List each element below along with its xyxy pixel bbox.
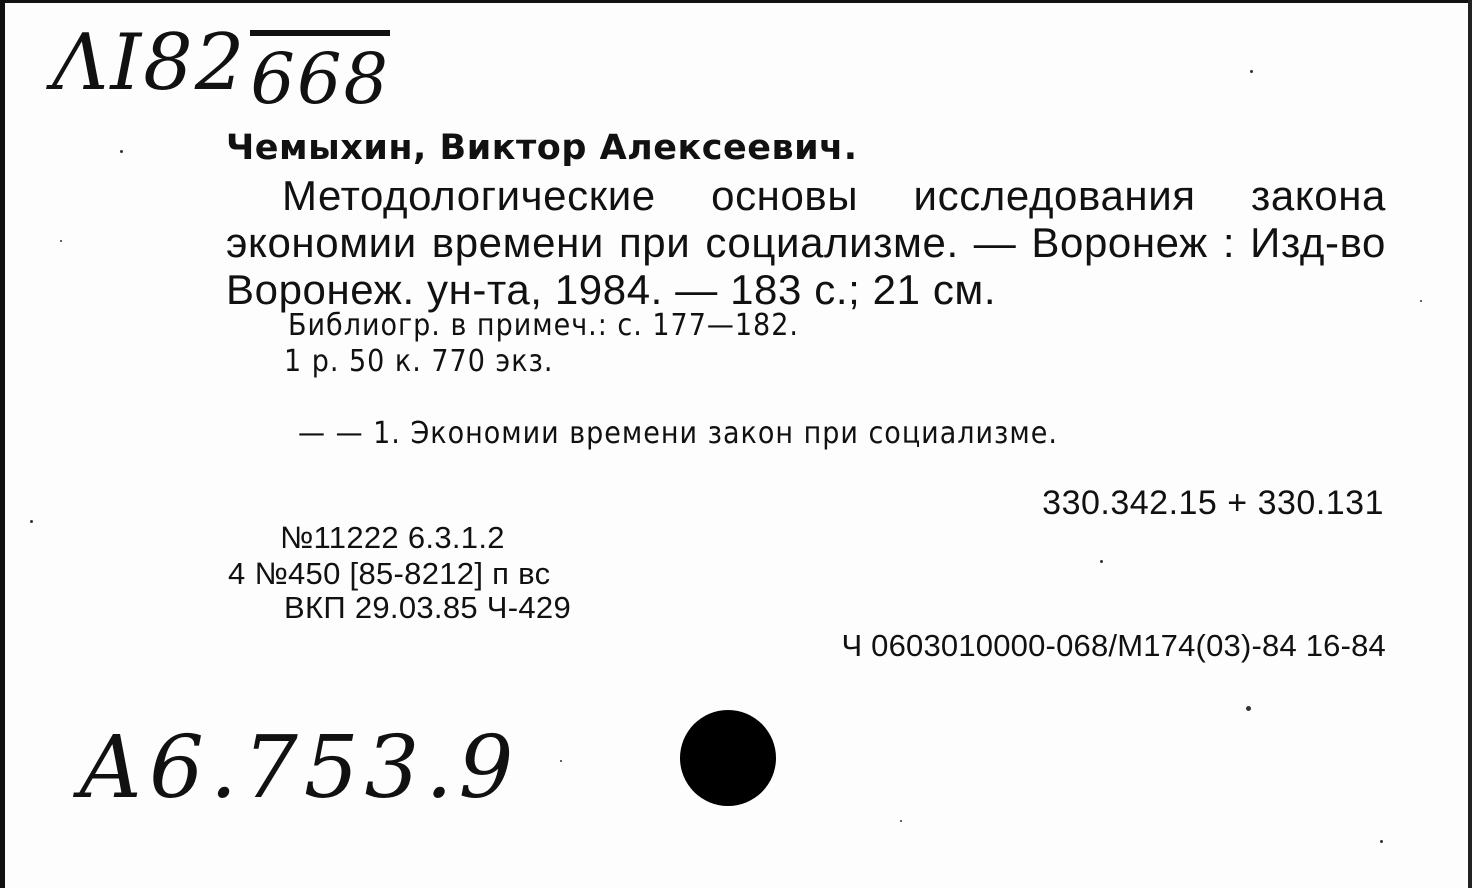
noise-speck (1246, 706, 1251, 711)
bibliography-note: Библиогр. в примеч.: с. 177—182. (288, 308, 799, 343)
noise-speck (1380, 840, 1383, 843)
noise-speck (560, 760, 562, 762)
handwritten-call-number-overline: 668 (250, 30, 390, 120)
bibliographic-description: Методологические основы исследования закона экономии времени при социализме. — Воронеж : Изд-во Воронеж. ун-та, 1984. — 183 с.; 21 см. (226, 172, 1386, 313)
card-punch-hole (680, 710, 776, 806)
subject-heading: — — 1. Экономии времени закон при социализме. (298, 416, 1058, 451)
catalog-code: Ч 0603010000-068/М174(03)-84 16-84 (841, 628, 1386, 663)
noise-speck (1420, 300, 1422, 302)
classification-index: 330.342.15 + 330.131 (1042, 484, 1384, 522)
noise-speck (1100, 560, 1103, 563)
card-left-edge (0, 0, 5, 888)
tech-line-3: ВКП 29.03.85 Ч-429 (284, 590, 572, 625)
noise-speck (30, 520, 33, 523)
card-top-edge (0, 0, 1472, 3)
handwritten-call-number-main: ΛΙ82 (52, 18, 247, 108)
price-and-print-run: 1 р. 50 к. 770 экз. (284, 344, 554, 379)
tech-line-1: №11222 6.3.1.2 (280, 520, 505, 555)
noise-speck (120, 150, 123, 153)
handwritten-inventory-number: А6.753.9 (78, 718, 520, 818)
author-heading: Чемыхин, Виктор Алексеевич. (226, 128, 858, 168)
noise-speck (60, 240, 62, 242)
noise-speck (1250, 70, 1253, 73)
tech-line-2: 4 №450 [85-8212] п вс (228, 556, 551, 591)
card-right-edge (1468, 0, 1472, 888)
handwritten-call-number (52, 18, 390, 120)
noise-speck (900, 820, 902, 822)
